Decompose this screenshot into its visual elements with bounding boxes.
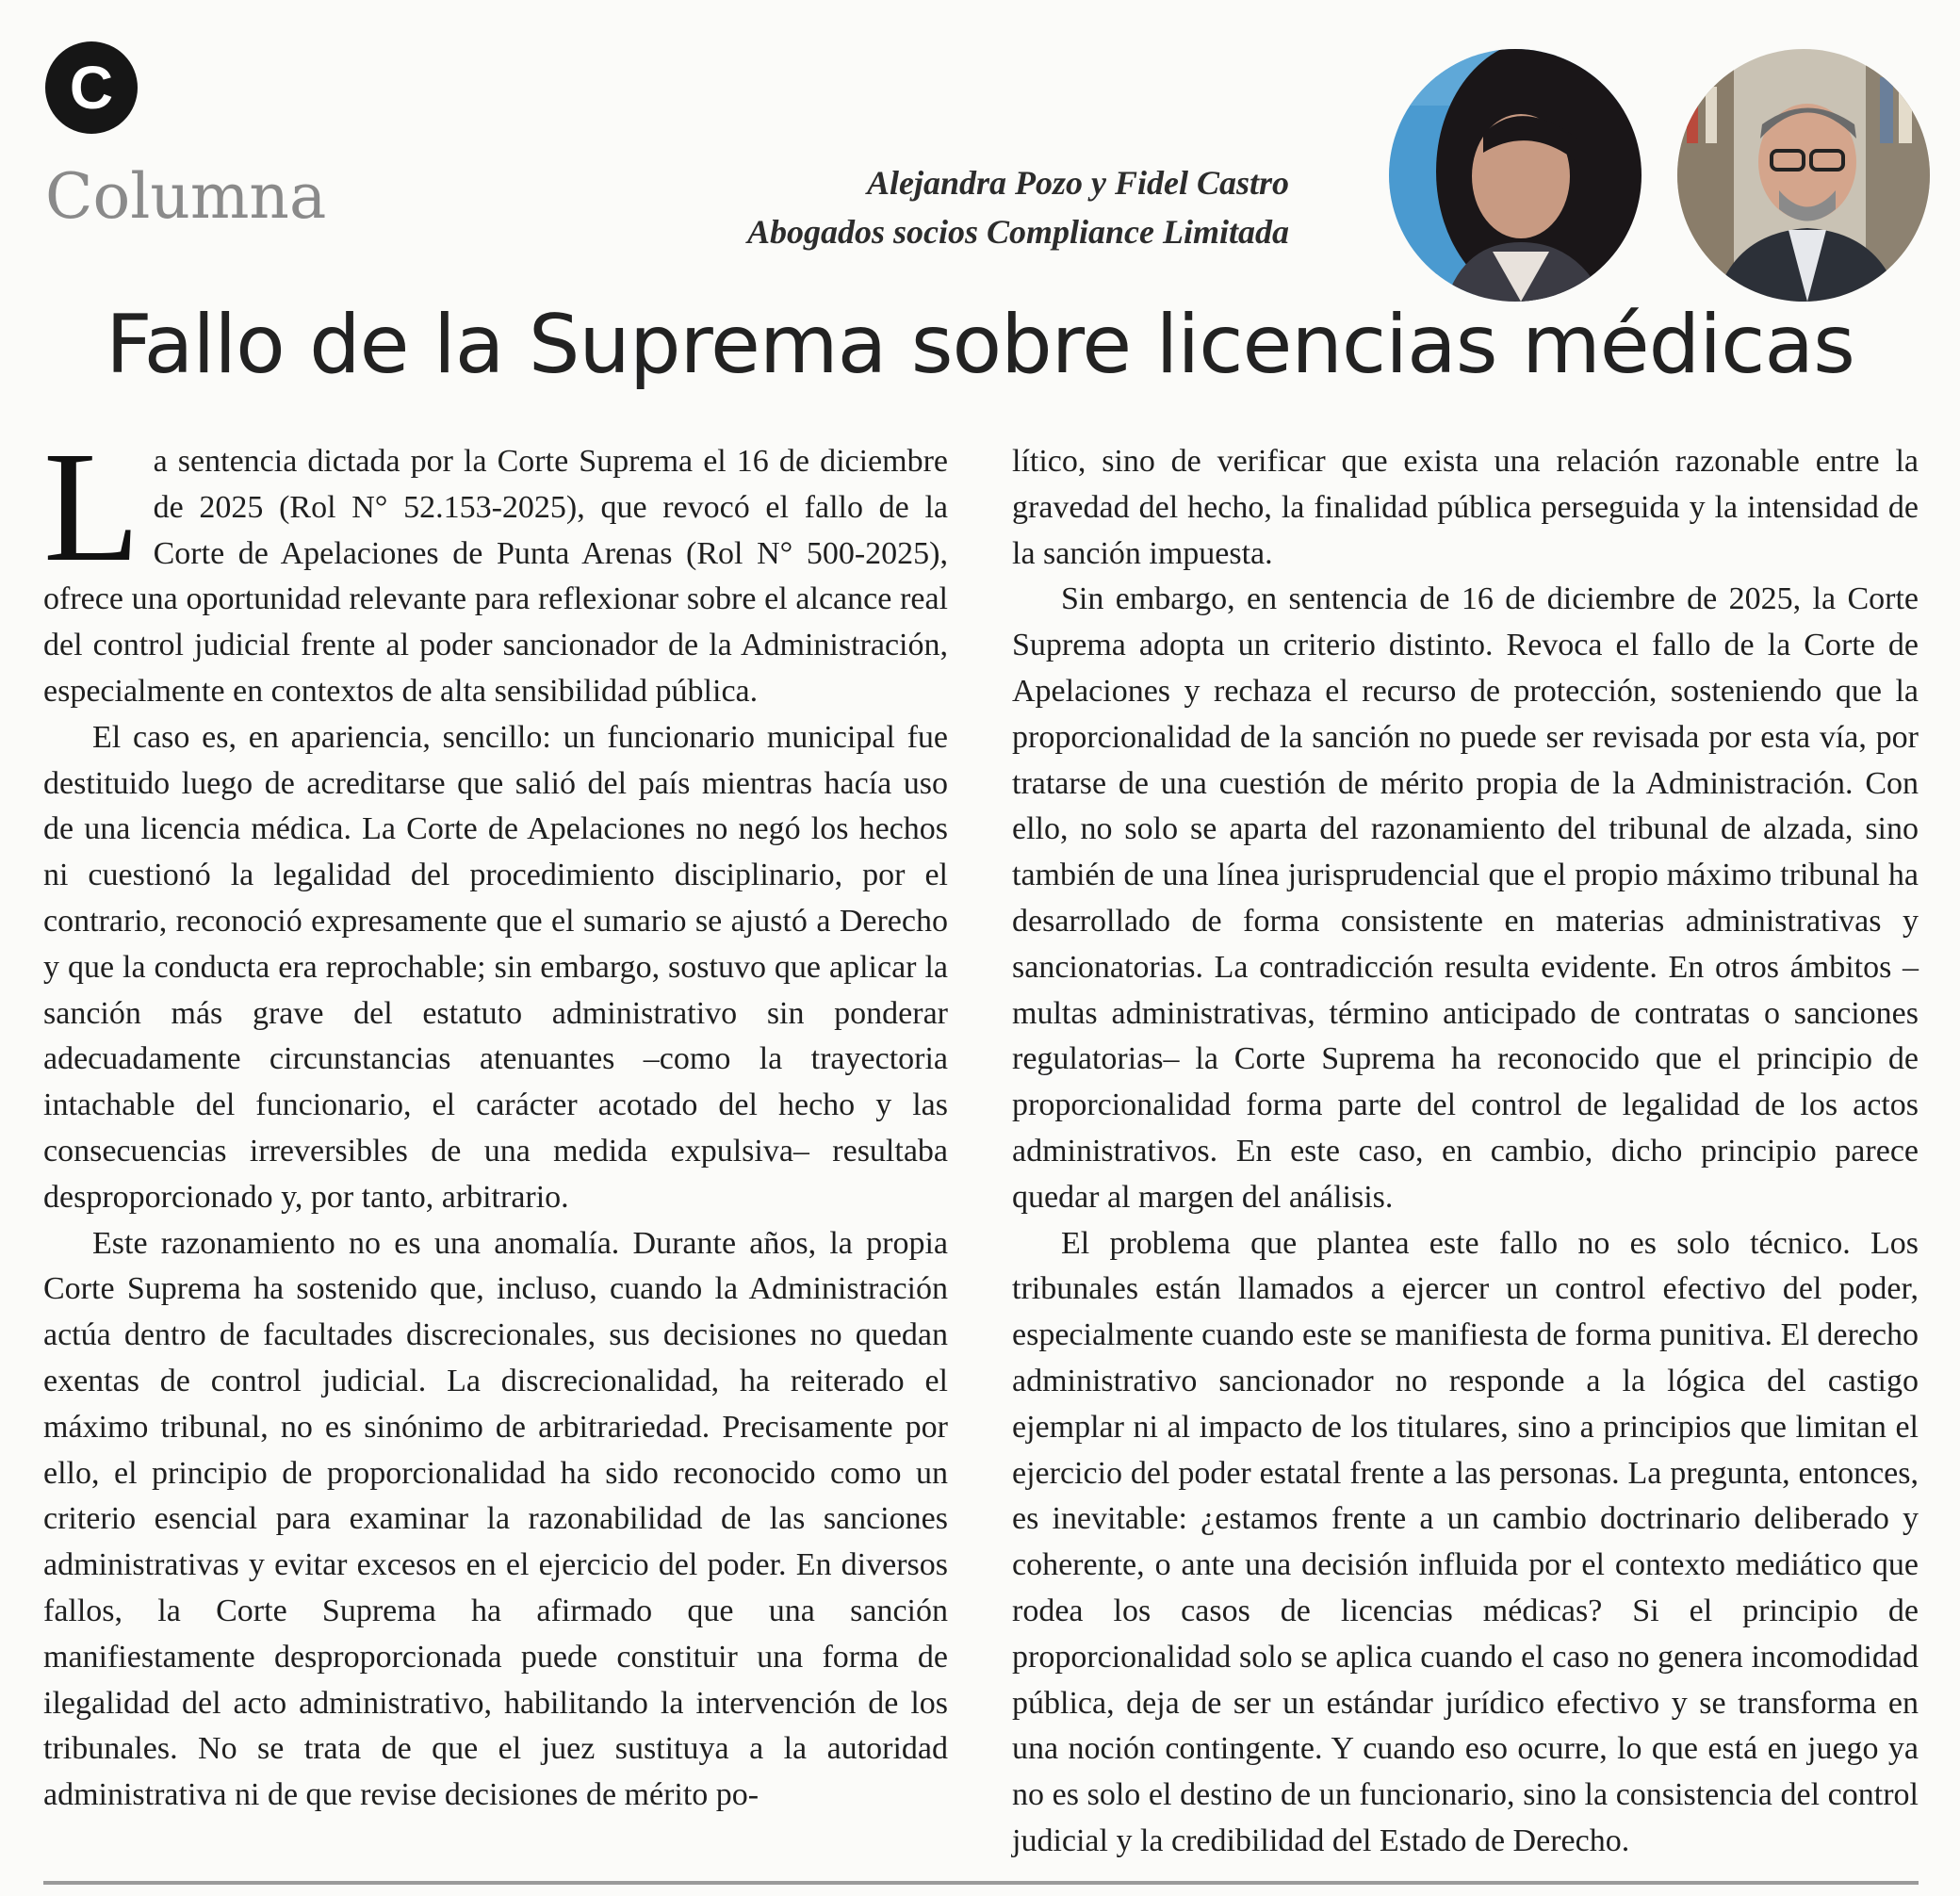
article-paragraph-2: El caso es, en apariencia, sencillo: un funcionario municipal fue destituido luego de acreditarse que salió del país mientras hacía uso de una licencia médica. La Corte de Apelaciones no negó los hechos ni cuestionó la legalidad del procedimiento disciplinario, por el contrario, reconoció expresamente que el sumario se ajustó a Derecho y que la conducta era reprochable; sin embargo, sostuvo que aplicar la sanción más grave del estatuto administrativo sin ponderar adecuadamente circunstancias atenuantes –como la trayectoria intachable del funcionario, el carácter acotado del hecho y las consecuencias irreversibles de una medida expulsiva– resultaba desproporcionado y, por tanto, arbitrario. xyxy=(43,719,948,1215)
author-photo-woman xyxy=(1389,49,1642,302)
author-names: Alejandra Pozo y Fidel Castro xyxy=(866,164,1289,202)
article-headline: Fallo de la Suprema sobre licencias médicas xyxy=(106,298,1854,392)
author-photo-man xyxy=(1677,49,1930,302)
author-affiliation: Abogados socios Compliance Limitada xyxy=(746,213,1289,251)
article-paragraph-1 xyxy=(43,419,948,715)
paragraph-1-text: a sentencia dictada por la Corte Suprema el 16 de diciembre de 2025 (Rol N° 52.153-2025), que revocó el fallo de la Corte de Apelaciones de Punta Arenas (Rol N° 500-2025), ofrece una oportunidad relevante para reflexionar sobre el alcance real del control judicial frente al poder sancionador de la Administración, especialmente en contextos de alta sensibilidad pública. xyxy=(43,444,948,709)
byline xyxy=(747,158,1289,256)
article-paragraph-3-start: Este razonamiento no es una anomalía. Durante años, la propia Corte Suprema ha sostenido que, incluso, cuando la Administración actúa dentro de facultades discrecionales, sus decisiones no quedan exentas de control judicial. La discrecionalidad, ha reiterado el máximo tribunal, no es sinónimo de arbitrariedad. Precisamente por ello, el principio de proporcionalidad ha sido reconocido como un criterio esencial para examinar la razonabilidad de las sanciones administrativas y evitar excesos en el ejercicio del poder. En diversos fallos, la Corte Suprema ha afirmado que una sanción manifiestamente desproporcionada puede constituir una forma de ilegalidad del acto administrativo, habilitando la intervención de los tribunales. No se trata de que el juez sustituya a la autoridad administrativa ni de que revise decisiones de mérito po- xyxy=(43,1225,948,1813)
article-column-left xyxy=(43,419,948,1819)
column-logo-badge xyxy=(45,41,138,134)
section-label: Columna xyxy=(45,160,327,233)
article-paragraph-4: Sin embargo, en sentencia de 16 de diciembre de 2025, la Corte Suprema adopta un criterio distinto. Revoca el fallo de la Corte de Apelaciones y rechaza el recurso de protección, sosteniendo que la proporcionalidad de la sanción no puede ser revisada por esta vía, por tratarse de una cuestión de mérito propia de la Administración. Con ello, no solo se aparta del razonamiento del tribunal de alzada, sino también de una línea jurisprudencial que el propio máximo tribunal ha desarrollado de forma consistente en materias administrativas y sancionatorias. La contradicción resulta evidente. En otros ámbitos –multas administrativas, término anticipado de contratas o sanciones regulatorias– la Corte Suprema ha reconocido que el principio de proporcionalidad forma parte del control de legalidad de los actos administrativos. En este caso, en cambio, dicho principio parece quedar al margen del análisis. xyxy=(1012,581,1919,1215)
bottom-divider xyxy=(43,1881,1919,1885)
article-paragraph-3-end: lítico, sino de verificar que exista una relación razonable entre la gravedad del hecho, la finalidad pública perseguida y la intensidad de la sanción impuesta. xyxy=(1012,444,1919,571)
article-paragraph-5: El problema que plantea este fallo no es solo técnico. Los tribunales están llamados a ejercer un control efectivo del poder, especialmente cuando este se manifiesta de forma punitiva. El derecho administrativo sancionador no responde a la lógica del castigo ejemplar ni al impacto de los titulares, sino a principios que limitan el ejercicio del poder estatal frente a las personas. La pregunta, entonces, es inevitable: ¿estamos frente a un cambio doctrinario deliberado y coherente, o ante una decisión influida por el contexto mediático que rodea los casos de licencias médicas? Si el principio de proporcionalidad solo se aplica cuando el caso no genera incomodidad pública, deja de ser un estándar jurídico efectivo y se transforma en una noción contingente. Y cuando eso ocurre, lo que está en juego ya no es solo el destino de un funcionario, sino la consistencia del control judicial y la credibilidad del Estado de Derecho. xyxy=(1012,1225,1919,1858)
article-column-right xyxy=(1012,439,1919,1865)
drop-cap: L xyxy=(43,419,140,595)
logo-letter: C xyxy=(69,54,114,122)
